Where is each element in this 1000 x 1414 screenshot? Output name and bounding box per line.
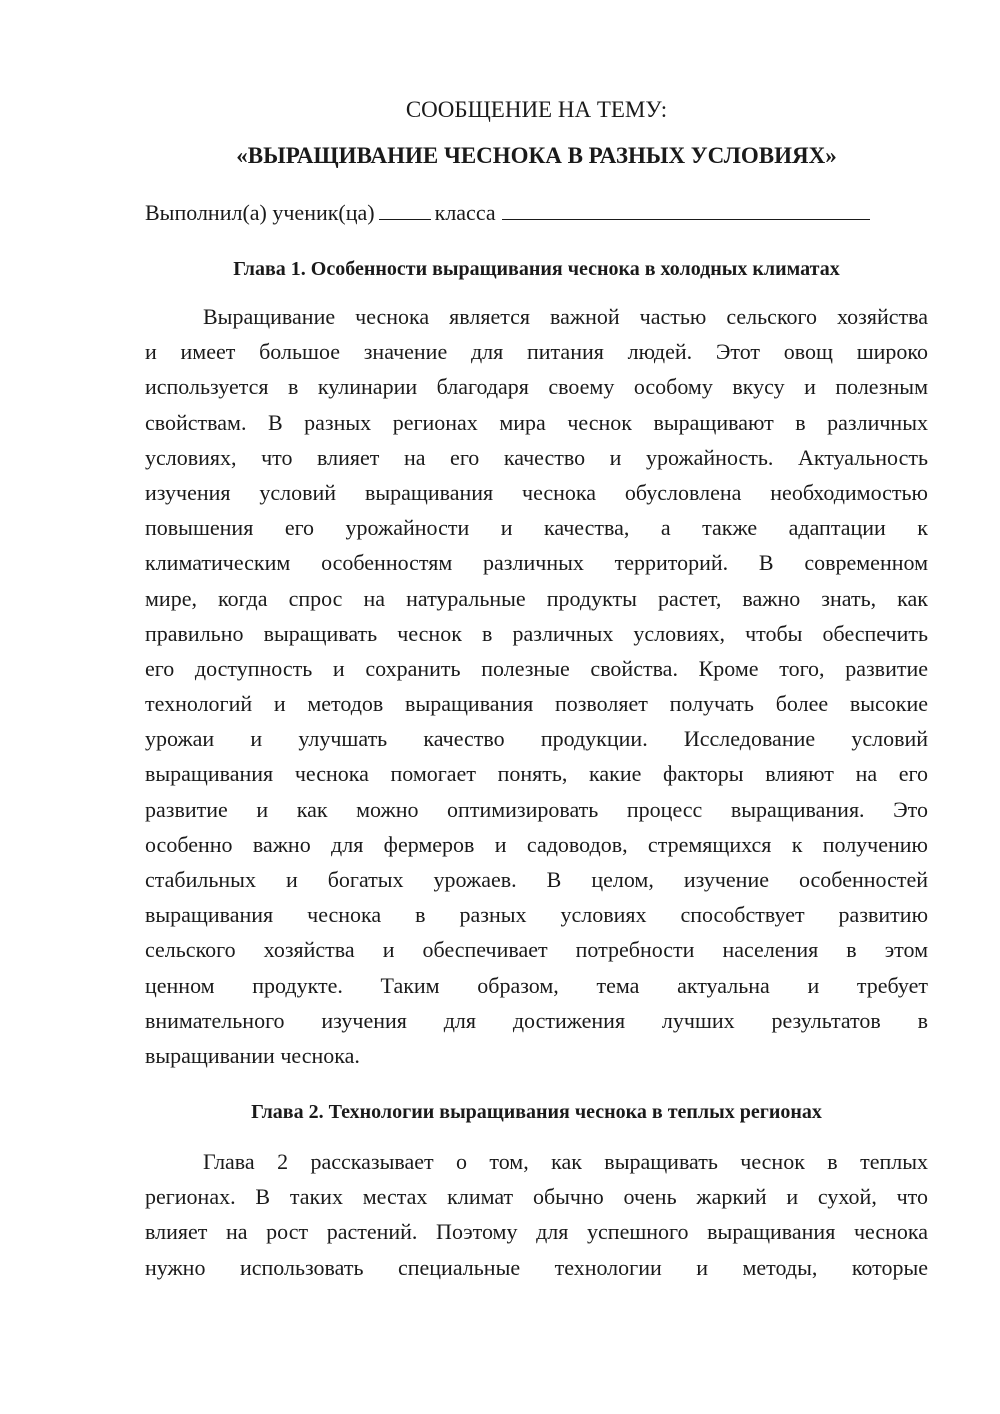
author-label: Выполнил(а) ученик(ца) — [145, 200, 375, 225]
chapter-2-heading: Глава 2. Технологии выращивания чеснока в теплых регионах — [251, 1101, 822, 1123]
paragraph-line: условиях, что влияет на его качество и урожайность. Актуальность — [145, 444, 928, 470]
paragraph-line: Выращивание чеснока является важной частью сельского хозяйства — [203, 304, 928, 329]
paragraph-line: влияет на рост растений. Поэтому для успешного выращивания чеснока — [145, 1219, 928, 1245]
paragraph-line: урожаи и улучшать качество продукции. Исследование условий — [145, 726, 928, 752]
paragraph-line: изучения условий выращивания чеснока обусловлена необходимостью — [145, 479, 928, 505]
paragraph-line: регионах. В таких местах климат обычно очень жаркий и сухой, что — [145, 1184, 928, 1210]
document-title-line-2: «ВЫРАЩИВАНИЕ ЧЕСНОКА В РАЗНЫХ УСЛОВИЯХ» — [236, 143, 837, 168]
paragraph-line: свойствам. В разных регионах мира чеснок выращивают в различных — [145, 409, 928, 435]
paragraph-line: правильно выращивать чеснок в различных условиях, чтобы обеспечить — [145, 620, 928, 646]
student-name-blank — [502, 198, 870, 220]
chapter-1-paragraph — [145, 299, 928, 1073]
paragraph-line: нужно использовать специальные технологии и методы, которые — [145, 1254, 928, 1280]
paragraph-line: сельского хозяйства и обеспечивает потребности населения в этом — [145, 937, 928, 963]
author-line — [145, 198, 870, 228]
document-title-line-1: СООБЩЕНИЕ НА ТЕМУ: — [405, 97, 668, 122]
paragraph-line: повышения его урожайности и качества, а также адаптации к — [145, 515, 928, 541]
paragraph-line: стабильных и богатых урожаев. В целом, изучение особенностей — [145, 867, 928, 892]
paragraph-line: технологий и методов выращивания позволяет получать более высокие — [145, 691, 928, 717]
paragraph-line: внимательного изучения для достижения лучших результатов в — [145, 1007, 928, 1033]
class-label: класса — [434, 200, 496, 225]
paragraph-line: и имеет большое значение для питания людей. Этот овощ широко — [145, 339, 928, 365]
paragraph-line: ценном продукте. Таким образом, тема актуальна и требует — [145, 972, 928, 998]
paragraph-line: особенно важно для фермеров и садоводов, стремящихся к получению — [145, 831, 928, 857]
paragraph-line: Глава 2 рассказывает о том, как выращивать чеснок в теплых — [203, 1149, 928, 1174]
paragraph-line: выращивания чеснока в разных условиях способствует развитию — [145, 902, 928, 928]
paragraph-line: используется в кулинарии благодаря своему особому вкусу и полезным — [145, 374, 928, 400]
paragraph-line: выращивании чеснока. — [145, 1042, 360, 1068]
paragraph-line: выращивания чеснока помогает понять, какие факторы влияют на его — [145, 761, 928, 787]
paragraph-line: развитие и как можно оптимизировать процесс выращивания. Это — [145, 796, 928, 822]
paragraph-line: климатическим особенностям различных территорий. В современном — [145, 550, 928, 576]
chapter-2-paragraph — [145, 1144, 928, 1285]
paragraph-line: мире, когда спрос на натуральные продукты растет, важно знать, как — [145, 585, 928, 611]
chapter-1-heading: Глава 1. Особенности выращивания чеснока в холодных климатах — [233, 258, 840, 280]
paragraph-line: его доступность и сохранить полезные свойства. Кроме того, развитие — [145, 655, 928, 681]
class-number-blank — [379, 198, 431, 220]
